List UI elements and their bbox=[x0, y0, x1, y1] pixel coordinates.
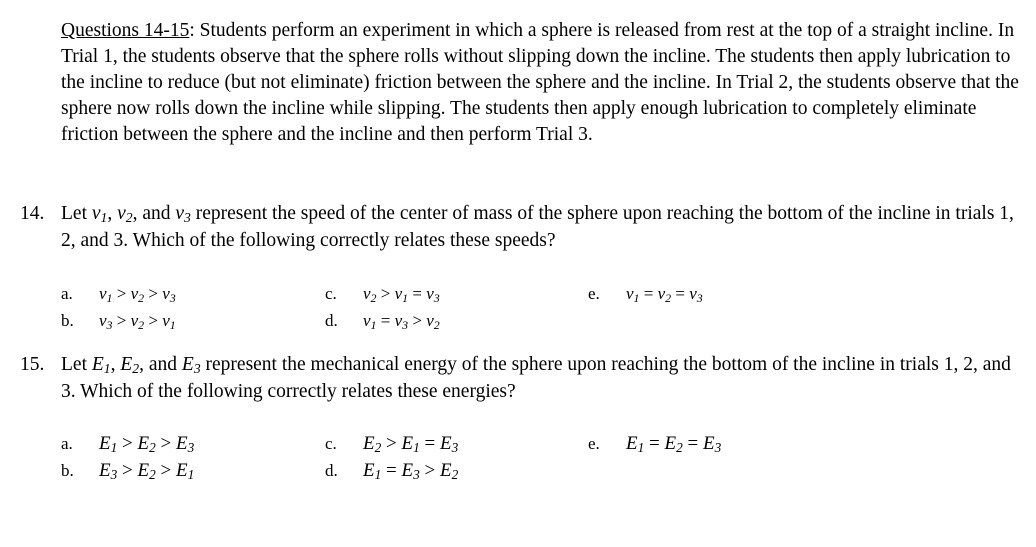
q14-choice-a-expr: $v_1 > v_2 > v_3$ bbox=[99, 284, 176, 305]
q14-choice-d[interactable]: d. $v_1 = v_3 > v_2$ bbox=[325, 311, 440, 332]
question-15 bbox=[20, 351, 1020, 405]
question-14 bbox=[20, 200, 1020, 254]
q15-choice-e[interactable]: e. $E_1 = E_2 = E_3$ bbox=[588, 433, 722, 455]
q14-choice-a[interactable]: a. $v_1 > v_2 > v_3$ bbox=[61, 284, 176, 305]
q14-choice-e-expr: $v_1 = v_2 = v_3$ bbox=[626, 284, 703, 305]
q15-choice-a[interactable]: a. $E_1 > E_2 > E_3$ bbox=[61, 433, 195, 455]
q15-choice-d[interactable]: d. $E_1 = E_3 > E_2$ bbox=[325, 460, 459, 482]
questions-label: Questions 14-15 bbox=[61, 20, 190, 41]
q15-choice-c[interactable]: c. $E_2 > E_1 = E_3$ bbox=[325, 433, 459, 455]
energy-variables: $E_1$ bbox=[91, 354, 111, 376]
question-15-number: 15. bbox=[20, 354, 45, 375]
q15-choice-c-expr: $E_2 > E_1 = E_3$ bbox=[363, 433, 459, 455]
q15-choice-e-expr: $E_1 = E_2 = E_3$ bbox=[626, 433, 722, 455]
q14-choice-c[interactable]: c. $v_2 > v_1 = v_3$ bbox=[325, 284, 440, 305]
q14-choice-b[interactable]: b. $v_3 > v_2 > v_1$ bbox=[61, 311, 176, 332]
q14-choice-b-expr: $v_3 > v_2 > v_1$ bbox=[99, 311, 176, 332]
q14-choice-d-expr: $v_1 = v_3 > v_2$ bbox=[363, 311, 440, 332]
q14-choice-e[interactable]: e. $v_1 = v_2 = v_3$ bbox=[588, 284, 703, 305]
intro-text: : Students perform an experiment in which a sphere is released from rest at the top of a straight incline. In Trial 1, the students observe that the sphere rolls without slipping down the incline. The students then apply lubrication to the incline to reduce (but not eliminate) friction between the sphere and the incline. In Trial 2, the students observe that the sphere now rolls down the incline while slipping. The students then apply enough lubrication to completely eliminate friction between the sphere and the incline and then perform Trial 3. bbox=[61, 20, 1019, 145]
q15-choice-b[interactable]: b. $E_3 > E_2 > E_1$ bbox=[61, 460, 195, 482]
questions-intro bbox=[61, 18, 1021, 148]
speed-variables: $v_1$ bbox=[91, 203, 108, 225]
q15-choice-b-expr: $E_3 > E_2 > E_1$ bbox=[99, 460, 195, 482]
q15-choice-d-expr: $E_1 = E_3 > E_2$ bbox=[363, 460, 459, 482]
question-14-number: 14. bbox=[20, 203, 45, 224]
q14-choice-c-expr: $v_2 > v_1 = v_3$ bbox=[363, 284, 440, 305]
question-15-text: Let $E_1$, $E_2$, and $E_3$ represent the mechanical energy of the sphere upon reaching the bottom of the incline in trials 1, 2, and 3. Which of the following correctly relates these energies? bbox=[61, 354, 1011, 402]
question-14-text: Let $v_1$, $v_2$, and $v_3$ represent the speed of the center of mass of the sphere upon reaching the bottom of the incline in trials 1, 2, and 3. Which of the following correctly relates these speeds? bbox=[61, 203, 1014, 251]
q15-choice-a-expr: $E_1 > E_2 > E_3$ bbox=[99, 433, 195, 455]
